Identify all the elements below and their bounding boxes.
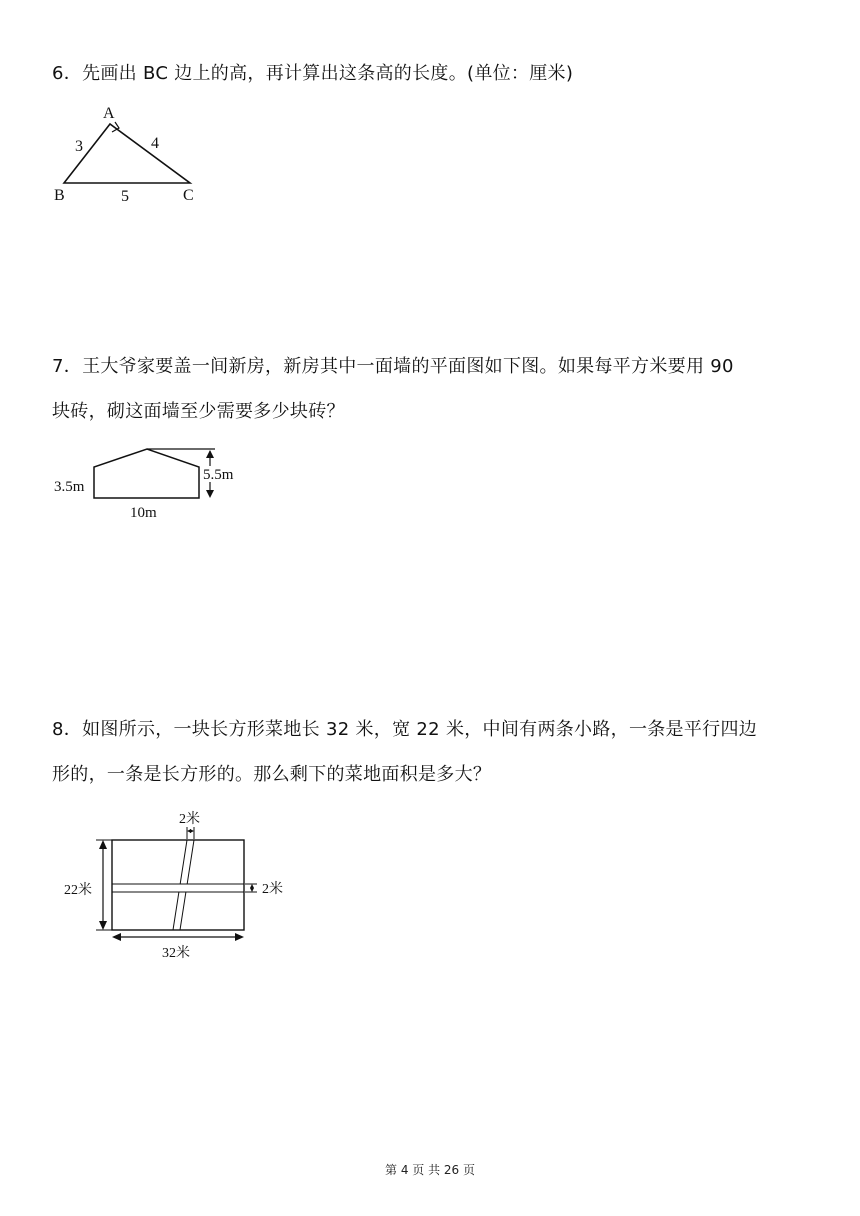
question-8-text-line-1 [52, 719, 757, 741]
question-7-text-line-2 [52, 401, 345, 423]
length-label: 32米 [162, 946, 190, 961]
vertex-b-label: B [54, 187, 65, 204]
top-path-arrows-2 [190, 829, 194, 833]
question-8-number: 8． [52, 719, 83, 740]
page-footer: 第 4 页 共 26 页 [385, 1163, 475, 1177]
right-path-arrows-2 [250, 888, 254, 892]
height-dim-arrow-bottom [99, 921, 107, 930]
question-7-number: 7． [52, 356, 83, 377]
question-6-text [52, 63, 573, 85]
width-label: 10m [130, 505, 157, 521]
height-arrow-top [206, 450, 214, 458]
question-7-line-1: 王大爷家要盖一间新房，新房其中一面墙的平面图如下图。如果每平方米要用 90 [82, 356, 734, 377]
left-height-label: 3.5m [54, 479, 85, 495]
triangle-figure [50, 100, 210, 210]
total-height-label: 5.5m [203, 467, 234, 483]
vertex-c-label: C [183, 187, 194, 204]
vertex-a-label: A [103, 105, 115, 122]
side-ab-label: 3 [75, 138, 83, 155]
wall-outline [94, 449, 199, 498]
length-dim-arrow-right [235, 933, 244, 941]
length-dim-arrow-left [112, 933, 121, 941]
path-width-top-label: 2米 [179, 812, 200, 827]
question-8-text-line-2 [52, 764, 491, 786]
side-ac-label: 4 [151, 135, 159, 152]
rectangle-path-gap [113, 884, 243, 892]
height-label: 22米 [64, 883, 92, 898]
garden-figure [60, 805, 300, 965]
height-dim-arrow-top [99, 840, 107, 849]
height-arrow-bottom [206, 490, 214, 498]
side-bc-label: 5 [121, 188, 129, 205]
path-width-right-label: 2米 [262, 882, 283, 897]
wall-figure [50, 440, 250, 524]
question-7-line-2: 块砖，砌这面墙至少需要多少块砖？ [52, 401, 345, 422]
question-6-number: 6． [52, 63, 83, 84]
question-8-line-2: 形的，一条是长方形的。那么剩下的菜地面积是多大？ [52, 764, 492, 785]
question-6-line-1: 先画出 BC 边上的高，再计算出这条高的长度。(单位：厘米) [82, 63, 574, 84]
question-8-line-1: 如图所示，一块长方形菜地长 32 米，宽 22 米，中间有两条小路，一条是平行四边 [82, 719, 758, 740]
question-7-text-line-1 [52, 356, 734, 378]
right-path-arrows [250, 884, 254, 888]
